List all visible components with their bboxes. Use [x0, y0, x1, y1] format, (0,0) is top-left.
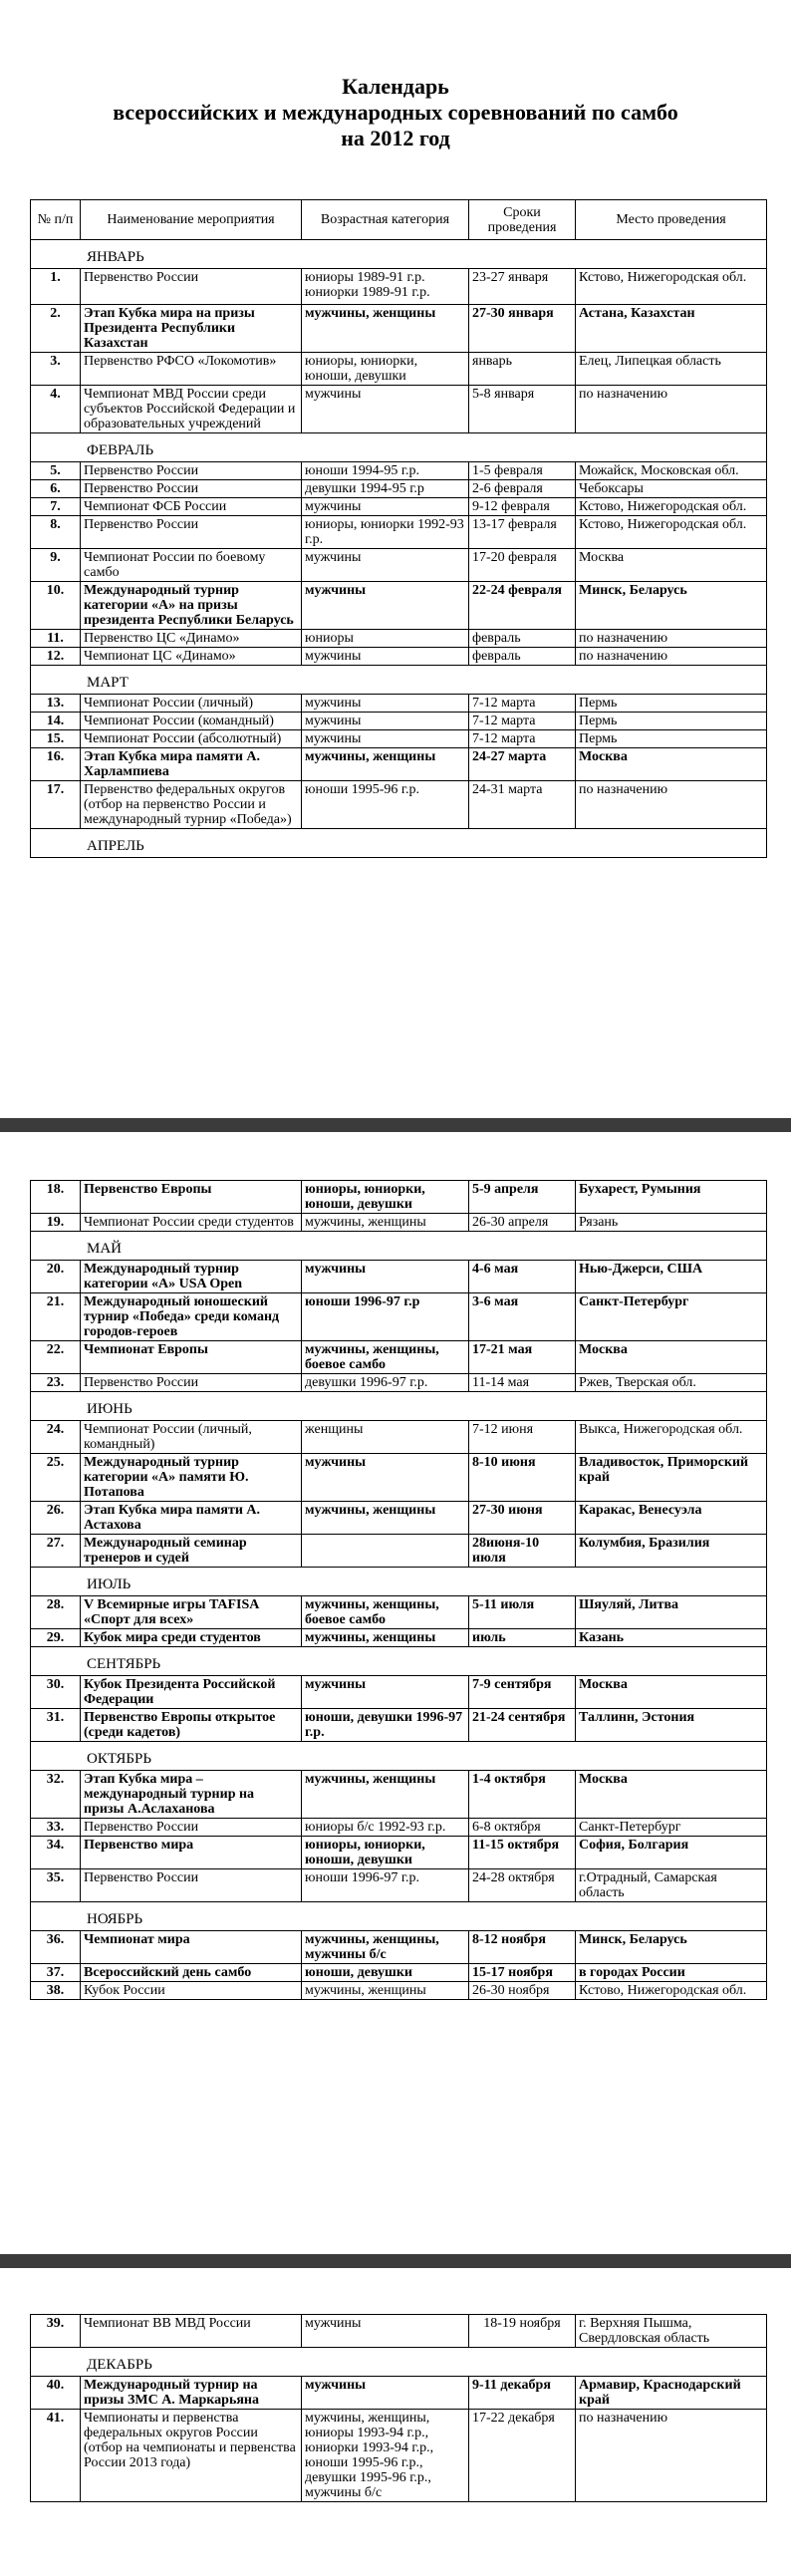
- row-place: Пермь: [576, 695, 767, 713]
- row-dates: февраль: [469, 630, 576, 648]
- row-age: юниоры 1989-91 г.р. юниорки 1989-91 г.р.: [302, 269, 469, 305]
- row-age: мужчины: [302, 1676, 469, 1709]
- table-row: [31, 582, 767, 630]
- row-dates: 15-17 ноября: [469, 1964, 576, 1982]
- row-age: мужчины: [302, 1454, 469, 1502]
- row-age: мужчины, женщины: [302, 1629, 469, 1647]
- table-row: [31, 630, 767, 648]
- row-num: 17.: [31, 781, 81, 829]
- row-num: 25.: [31, 1454, 81, 1502]
- table-row: [31, 1341, 767, 1374]
- row-place: Каракас, Венесуэла: [576, 1502, 767, 1535]
- row-name: Международный турнир категории «А» на призы президента Республики Беларусь: [81, 582, 302, 630]
- row-age: юноши 1996-97 г.р: [302, 1293, 469, 1341]
- table-row: [31, 305, 767, 353]
- row-place: Казань: [576, 1629, 767, 1647]
- title-line-2: всероссийских и международных соревнований по самбо: [113, 100, 678, 125]
- row-name: Международный семинар тренеров и судей: [81, 1535, 302, 1568]
- row-age: мужчины, женщины, юниоры 1993-94 г.р., юниорки 1993-94 г.р., юноши 1995-96 г.р., девушки 1995-96 г.р., мужчины б/с: [302, 2410, 469, 2502]
- table-row: [31, 781, 767, 829]
- row-num: 38.: [31, 1982, 81, 2000]
- row-num: 33.: [31, 1819, 81, 1837]
- row-dates: 3-6 мая: [469, 1293, 576, 1341]
- row-age: мужчины: [302, 730, 469, 748]
- row-place: Елец, Липецкая область: [576, 353, 767, 386]
- row-dates: 23-27 января: [469, 269, 576, 305]
- row-num: 1.: [31, 269, 81, 305]
- row-num: 4.: [31, 386, 81, 433]
- row-name: V Всемирные игры TAFISA «Спорт для всех»: [81, 1596, 302, 1629]
- row-num: 31.: [31, 1709, 81, 1742]
- month-row-jul: [31, 1568, 767, 1596]
- row-num: 37.: [31, 1964, 81, 1982]
- row-age: юниоры, юниорки, юноши, девушки: [302, 1181, 469, 1214]
- row-place: Армавир, Краснодарский край: [576, 2377, 767, 2410]
- table-row: [31, 1374, 767, 1392]
- row-num: 24.: [31, 1421, 81, 1454]
- row-place: Колумбия, Бразилия: [576, 1535, 767, 1568]
- row-dates: 27-30 января: [469, 305, 576, 353]
- title-line-1: Календарь: [342, 74, 449, 99]
- header-dates: Сроки проведения: [469, 200, 576, 240]
- row-dates: 24-27 марта: [469, 748, 576, 781]
- row-age: мужчины, женщины: [302, 1771, 469, 1819]
- table-row: [31, 1535, 767, 1568]
- document-title: [0, 0, 791, 151]
- month-label: МАЙ: [31, 1232, 767, 1261]
- row-dates: 11-14 мая: [469, 1374, 576, 1392]
- table-row: [31, 1982, 767, 2000]
- header-age: Возрастная категория: [302, 200, 469, 240]
- row-dates: 7-9 сентября: [469, 1676, 576, 1709]
- row-num: 23.: [31, 1374, 81, 1392]
- table-row: [31, 498, 767, 516]
- row-name: Этап Кубка мира на призы Президента Республики Казахстан: [81, 305, 302, 353]
- row-num: 13.: [31, 695, 81, 713]
- row-age: юниоры б/с 1992-93 г.р.: [302, 1819, 469, 1837]
- month-row-feb: [31, 433, 767, 462]
- table-row: [31, 1293, 767, 1341]
- row-name: Международный турнир на призы ЗМС А. Маркарьяна: [81, 2377, 302, 2410]
- row-age: мужчины: [302, 498, 469, 516]
- table-row: [31, 1629, 767, 1647]
- table-row: [31, 2410, 767, 2502]
- row-name: Кубок Президента Российской Федерации: [81, 1676, 302, 1709]
- row-age: юноши, девушки: [302, 1964, 469, 1982]
- table-row: [31, 269, 767, 305]
- row-age: мужчины, женщины, мужчины б/с: [302, 1931, 469, 1964]
- row-num: 15.: [31, 730, 81, 748]
- row-dates: 24-28 октября: [469, 1869, 576, 1902]
- row-place: Москва: [576, 1341, 767, 1374]
- row-num: 5.: [31, 462, 81, 480]
- row-dates: январь: [469, 353, 576, 386]
- row-place: Москва: [576, 1771, 767, 1819]
- table-row: [31, 748, 767, 781]
- row-place: Рязань: [576, 1214, 767, 1232]
- row-num: 18.: [31, 1181, 81, 1214]
- row-place: Можайск, Московская обл.: [576, 462, 767, 480]
- row-age: мужчины, женщины: [302, 1982, 469, 2000]
- row-place: Таллинн, Эстония: [576, 1709, 767, 1742]
- row-name: Кубок мира среди студентов: [81, 1629, 302, 1647]
- row-dates: 13-17 февраля: [469, 516, 576, 549]
- row-dates: 17-20 февраля: [469, 549, 576, 582]
- row-name: Чемпионат России среди студентов: [81, 1214, 302, 1232]
- row-name: Этап Кубка мира памяти А. Харлампиева: [81, 748, 302, 781]
- row-num: 35.: [31, 1869, 81, 1902]
- row-num: 8.: [31, 516, 81, 549]
- row-num: 28.: [31, 1596, 81, 1629]
- table-row: [31, 730, 767, 748]
- row-dates: 28июня-10 июля: [469, 1535, 576, 1568]
- row-name: Чемпионат мира: [81, 1931, 302, 1964]
- table-row: [31, 1964, 767, 1982]
- month-row-jan: [31, 240, 767, 269]
- row-age: женщины: [302, 1421, 469, 1454]
- table-row: [31, 2377, 767, 2410]
- row-num: 26.: [31, 1502, 81, 1535]
- row-name: Первенство России: [81, 269, 302, 305]
- table-row: [31, 1771, 767, 1819]
- table-row: [31, 713, 767, 730]
- row-dates: 7-12 марта: [469, 695, 576, 713]
- row-name: Первенство мира: [81, 1837, 302, 1869]
- table-row: [31, 462, 767, 480]
- row-age: мужчины, женщины, боевое самбо: [302, 1341, 469, 1374]
- row-dates: 4-6 мая: [469, 1261, 576, 1293]
- month-row-dec: [31, 2348, 767, 2377]
- row-dates: 17-21 мая: [469, 1341, 576, 1374]
- row-dates: 7-12 июня: [469, 1421, 576, 1454]
- row-name: Чемпионат России (личный): [81, 695, 302, 713]
- table-row: [31, 353, 767, 386]
- table-row: [31, 648, 767, 666]
- row-name: Всероссийский день самбо: [81, 1964, 302, 1982]
- row-num: 6.: [31, 480, 81, 498]
- table-row: [31, 1931, 767, 1964]
- row-place: Бухарест, Румыния: [576, 1181, 767, 1214]
- month-row-nov: [31, 1902, 767, 1931]
- table-row: [31, 1819, 767, 1837]
- title-line-3: на 2012 год: [341, 126, 450, 150]
- row-age: мужчины, женщины: [302, 305, 469, 353]
- row-age: юниоры, юниорки, юноши, девушки: [302, 1837, 469, 1869]
- row-dates: 18-19 ноября: [469, 2315, 576, 2348]
- month-row-sep: [31, 1647, 767, 1676]
- row-num: 34.: [31, 1837, 81, 1869]
- table-row: [31, 1837, 767, 1869]
- row-age: юноши 1994-95 г.р.: [302, 462, 469, 480]
- table-row: [31, 1261, 767, 1293]
- table-row: [31, 549, 767, 582]
- calendar-table-3: [30, 2314, 767, 2502]
- row-place: в городах России: [576, 1964, 767, 1982]
- table-row: [31, 1502, 767, 1535]
- row-dates: 26-30 ноября: [469, 1982, 576, 2000]
- row-num: 2.: [31, 305, 81, 353]
- calendar-table-2: [30, 1180, 767, 2000]
- row-age: юниоры: [302, 630, 469, 648]
- row-name: Международный юношеский турнир «Победа» среди команд городов-героев: [81, 1293, 302, 1341]
- row-place: Кстово, Нижегородская обл.: [576, 516, 767, 549]
- row-num: 10.: [31, 582, 81, 630]
- row-name: Первенство России: [81, 462, 302, 480]
- table-row: [31, 1454, 767, 1502]
- page-1: [0, 0, 791, 1116]
- row-age: мужчины, женщины, боевое самбо: [302, 1596, 469, 1629]
- row-name: Чемпионат ФСБ России: [81, 498, 302, 516]
- month-label: ИЮЛЬ: [31, 1568, 767, 1596]
- row-name: Чемпионат ВВ МВД России: [81, 2315, 302, 2348]
- row-name: Первенство Европы: [81, 1181, 302, 1214]
- row-num: 27.: [31, 1535, 81, 1568]
- row-dates: февраль: [469, 648, 576, 666]
- row-dates: 11-15 октября: [469, 1837, 576, 1869]
- row-num: 29.: [31, 1629, 81, 1647]
- row-age: мужчины: [302, 2377, 469, 2410]
- row-age: мужчины: [302, 386, 469, 433]
- header-name: Наименование мероприятия: [81, 200, 302, 240]
- row-name: Международный турнир категории «А» USA Open: [81, 1261, 302, 1293]
- row-name: Первенство России: [81, 1819, 302, 1837]
- month-label: НОЯБРЬ: [31, 1902, 767, 1931]
- row-num: 21.: [31, 1293, 81, 1341]
- row-num: 32.: [31, 1771, 81, 1819]
- month-row-jun: [31, 1392, 767, 1421]
- row-name: Чемпионат Европы: [81, 1341, 302, 1374]
- row-place: Санкт-Петербург: [576, 1293, 767, 1341]
- row-place: Пермь: [576, 713, 767, 730]
- row-num: 39.: [31, 2315, 81, 2348]
- row-place: Ржев, Тверская обл.: [576, 1374, 767, 1392]
- row-name: Чемпионат России (командный): [81, 713, 302, 730]
- header-place: Место проведения: [576, 200, 767, 240]
- month-row-may: [31, 1232, 767, 1261]
- row-age: мужчины: [302, 695, 469, 713]
- row-dates: июль: [469, 1629, 576, 1647]
- table-row: [31, 1869, 767, 1902]
- row-age: мужчины, женщины: [302, 748, 469, 781]
- row-age: мужчины: [302, 582, 469, 630]
- row-name: Первенство России: [81, 1374, 302, 1392]
- row-place: по назначению: [576, 648, 767, 666]
- table-row: [31, 1596, 767, 1629]
- row-place: Кстово, Нижегородская обл.: [576, 498, 767, 516]
- page-separator: [0, 2254, 791, 2268]
- row-dates: 5-11 июля: [469, 1596, 576, 1629]
- page-separator: [0, 1118, 791, 1132]
- table-row: [31, 1676, 767, 1709]
- row-dates: 1-5 февраля: [469, 462, 576, 480]
- row-dates: 26-30 апреля: [469, 1214, 576, 1232]
- row-name: Первенство России: [81, 480, 302, 498]
- row-name: Чемпионат России (абсолютный): [81, 730, 302, 748]
- row-age: юноши 1995-96 г.р.: [302, 781, 469, 829]
- calendar-table-1: [30, 199, 767, 858]
- row-num: 7.: [31, 498, 81, 516]
- month-row-apr: [31, 829, 767, 858]
- row-num: 22.: [31, 1341, 81, 1374]
- page-2: [0, 1132, 791, 2248]
- row-age: юноши 1996-97 г.р.: [302, 1869, 469, 1902]
- row-num: 36.: [31, 1931, 81, 1964]
- row-name: Первенство России: [81, 516, 302, 549]
- header-row: [31, 200, 767, 240]
- row-place: Москва: [576, 549, 767, 582]
- row-name: Первенство Европы открытое (среди кадетов): [81, 1709, 302, 1742]
- row-place: Шяуляй, Литва: [576, 1596, 767, 1629]
- row-age: [302, 1535, 469, 1568]
- page-3: [0, 2268, 791, 2576]
- month-label: АПРЕЛЬ: [31, 829, 767, 858]
- row-age: мужчины, женщины: [302, 1502, 469, 1535]
- row-dates: 8-12 ноября: [469, 1931, 576, 1964]
- row-dates: 27-30 июня: [469, 1502, 576, 1535]
- row-place: Астана, Казахстан: [576, 305, 767, 353]
- table-row: [31, 516, 767, 549]
- row-dates: 7-12 марта: [469, 730, 576, 748]
- table-row: [31, 480, 767, 498]
- row-place: Чебоксары: [576, 480, 767, 498]
- table-row: [31, 386, 767, 433]
- row-dates: 2-6 февраля: [469, 480, 576, 498]
- month-label: МАРТ: [31, 666, 767, 695]
- row-num: 3.: [31, 353, 81, 386]
- row-place: София, Болгария: [576, 1837, 767, 1869]
- row-dates: 22-24 февраля: [469, 582, 576, 630]
- month-label: ЯНВАРЬ: [31, 240, 767, 269]
- table-row: [31, 2315, 767, 2348]
- row-name: Чемпионат России по боевому самбо: [81, 549, 302, 582]
- row-num: 12.: [31, 648, 81, 666]
- month-label: ФЕВРАЛЬ: [31, 433, 767, 462]
- table-row: [31, 1181, 767, 1214]
- row-place: Санкт-Петербург: [576, 1819, 767, 1837]
- row-place: г.Отрадный, Самарская область: [576, 1869, 767, 1902]
- row-place: Минск, Беларусь: [576, 1931, 767, 1964]
- row-age: девушки 1994-95 г.р: [302, 480, 469, 498]
- row-dates: 8-10 июня: [469, 1454, 576, 1502]
- month-label: ДЕКАБРЬ: [31, 2348, 767, 2377]
- row-name: Этап Кубка мира памяти А. Астахова: [81, 1502, 302, 1535]
- row-name: Первенство федеральных округов (отбор на первенство России и международный турнир «Победа»): [81, 781, 302, 829]
- row-place: Выкса, Нижегородская обл.: [576, 1421, 767, 1454]
- row-dates: 9-11 декабря: [469, 2377, 576, 2410]
- table-row: [31, 695, 767, 713]
- row-num: 41.: [31, 2410, 81, 2502]
- row-age: юниоры, юниорки, юноши, девушки: [302, 353, 469, 386]
- header-num: № п/п: [31, 200, 81, 240]
- row-dates: 21-24 сентября: [469, 1709, 576, 1742]
- row-age: мужчины: [302, 2315, 469, 2348]
- row-place: Москва: [576, 748, 767, 781]
- row-num: 11.: [31, 630, 81, 648]
- row-place: по назначению: [576, 386, 767, 433]
- row-dates: 1-4 октября: [469, 1771, 576, 1819]
- row-name: Чемпионат МВД России среди субъектов Российской Федерации и образовательных учреждений: [81, 386, 302, 433]
- row-age: мужчины: [302, 648, 469, 666]
- row-place: Минск, Беларусь: [576, 582, 767, 630]
- row-name: Чемпионат России (личный, командный): [81, 1421, 302, 1454]
- row-name: Первенство РФСО «Локомотив»: [81, 353, 302, 386]
- row-age: мужчины: [302, 549, 469, 582]
- row-place: Кстово, Нижегородская обл.: [576, 269, 767, 305]
- row-name: Чемпионат ЦС «Динамо»: [81, 648, 302, 666]
- row-place: Владивосток, Приморский край: [576, 1454, 767, 1502]
- row-age: мужчины, женщины: [302, 1214, 469, 1232]
- row-name: Кубок России: [81, 1982, 302, 2000]
- table-row: [31, 1214, 767, 1232]
- row-place: по назначению: [576, 2410, 767, 2502]
- row-num: 14.: [31, 713, 81, 730]
- row-dates: 6-8 октября: [469, 1819, 576, 1837]
- table-row: [31, 1421, 767, 1454]
- row-age: юноши, девушки 1996-97 г.р.: [302, 1709, 469, 1742]
- row-place: Нью-Джерси, США: [576, 1261, 767, 1293]
- row-dates: 7-12 марта: [469, 713, 576, 730]
- row-name: Первенство ЦС «Динамо»: [81, 630, 302, 648]
- month-label: ОКТЯБРЬ: [31, 1742, 767, 1771]
- row-name: Первенство России: [81, 1869, 302, 1902]
- row-num: 30.: [31, 1676, 81, 1709]
- row-dates: 17-22 декабря: [469, 2410, 576, 2502]
- row-name: Этап Кубка мира – международный турнир на призы А.Аслаханова: [81, 1771, 302, 1819]
- row-place: Кстово, Нижегородская обл.: [576, 1982, 767, 2000]
- row-place: Москва: [576, 1676, 767, 1709]
- row-place: г. Верхняя Пышма, Свердловская область: [576, 2315, 767, 2348]
- row-num: 9.: [31, 549, 81, 582]
- row-name: Чемпионаты и первенства федеральных округов России (отбор на чемпионаты и первенства России 2013 года): [81, 2410, 302, 2502]
- row-age: юниоры, юниорки 1992-93 г.р.: [302, 516, 469, 549]
- month-row-oct: [31, 1742, 767, 1771]
- row-place: Пермь: [576, 730, 767, 748]
- month-label: ИЮНЬ: [31, 1392, 767, 1421]
- row-place: по назначению: [576, 630, 767, 648]
- row-dates: 5-9 апреля: [469, 1181, 576, 1214]
- row-num: 19.: [31, 1214, 81, 1232]
- row-num: 16.: [31, 748, 81, 781]
- row-dates: 24-31 марта: [469, 781, 576, 829]
- month-label: СЕНТЯБРЬ: [31, 1647, 767, 1676]
- row-num: 40.: [31, 2377, 81, 2410]
- row-dates: 5-8 января: [469, 386, 576, 433]
- row-age: девушки 1996-97 г.р.: [302, 1374, 469, 1392]
- row-age: мужчины: [302, 1261, 469, 1293]
- month-row-mar: [31, 666, 767, 695]
- table-row: [31, 1709, 767, 1742]
- row-age: мужчины: [302, 713, 469, 730]
- row-place: по назначению: [576, 781, 767, 829]
- row-name: Международный турнир категории «А» памяти Ю. Потапова: [81, 1454, 302, 1502]
- row-num: 20.: [31, 1261, 81, 1293]
- row-dates: 9-12 февраля: [469, 498, 576, 516]
